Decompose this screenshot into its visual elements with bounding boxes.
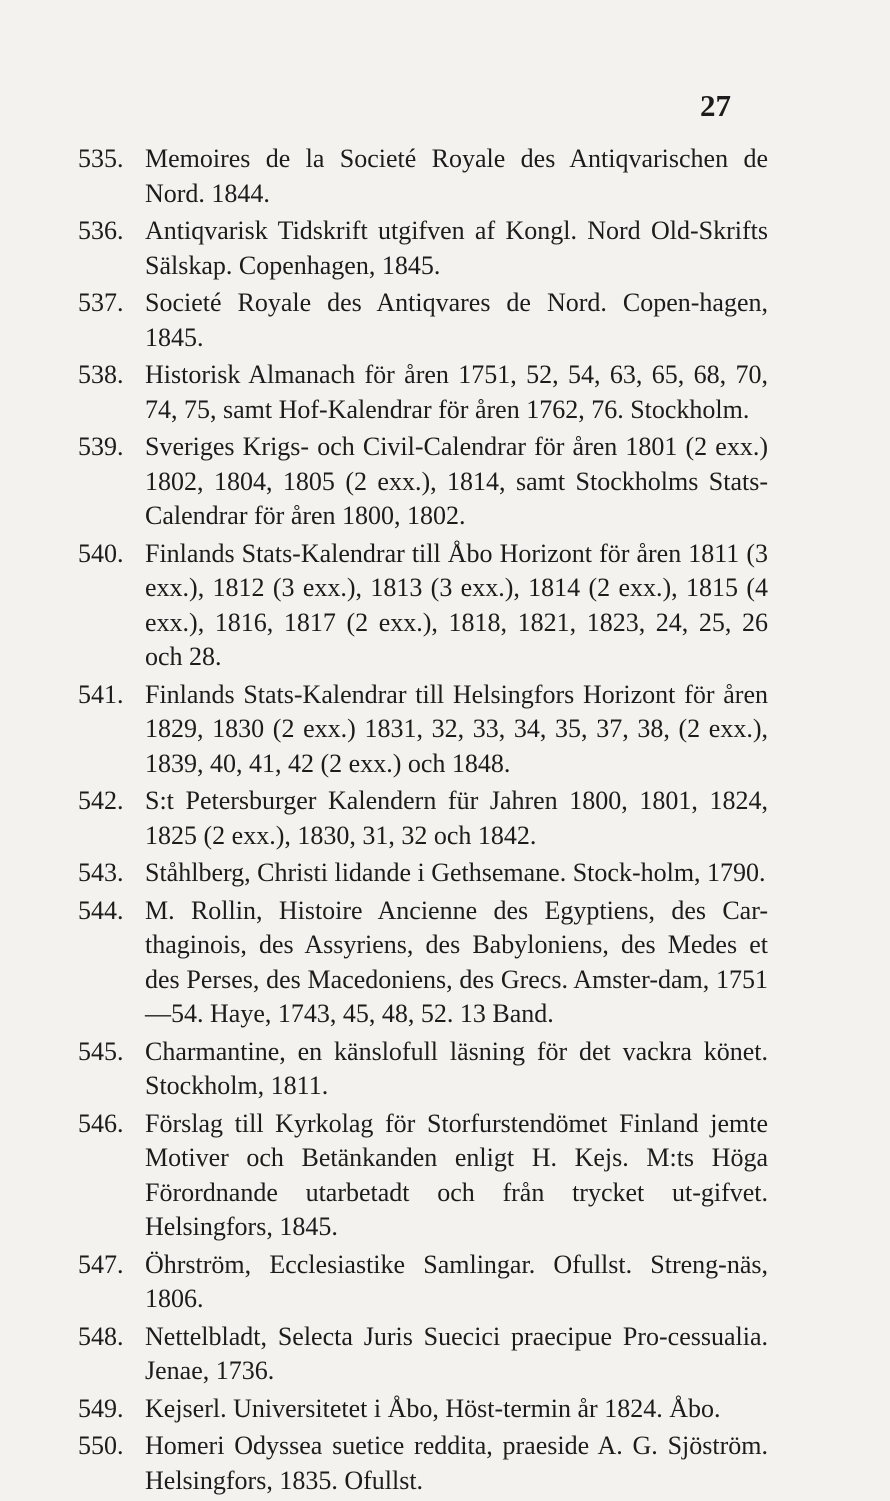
catalog-entry: [78, 286, 768, 355]
entry-text: M. Rollin, Histoire Ancienne des Egyptiens, des Car-thaginois, des Assyriens, des Babyloniens, des Medes et des Perses, des Macedoniens, des Grecs. Amster-dam, 1751—54. Haye, 1743, 45, 48, 52. 13 Band.: [145, 895, 768, 1028]
entry-number: 547.: [78, 1249, 124, 1279]
catalog-entry: [78, 537, 768, 675]
entry-text: Historisk Almanach för åren 1751, 52, 54, 63, 65, 68, 70, 74, 75, samt Hof-Kalendrar för åren 1762, 76. Stockholm.: [145, 360, 768, 424]
catalog-entry: [78, 1320, 768, 1389]
entry-text: Öhrström, Ecclesiastike Samlingar. Ofullst. Streng-näs, 1806.: [145, 1249, 768, 1313]
catalog-entry: [78, 1035, 768, 1104]
entry-text: Förslag till Kyrkolag för Storfurstendömet Finland jemte Motiver och Betänkanden enligt H. Kejs. M:ts Höga Förordnande utarbetadt och från trycket ut-gifvet. Helsingfors, 1845.: [145, 1108, 768, 1241]
catalog-entry: [78, 678, 768, 782]
entry-number: 535.: [78, 144, 124, 173]
entry-number: 546.: [78, 1108, 124, 1138]
entry-text: Societé Royale des Antiqvares de Nord. Copen-hagen, 1845.: [145, 288, 768, 352]
entry-text: Charmantine, en känslofull läsning för det vackra könet. Stockholm, 1811.: [145, 1036, 768, 1100]
entry-text: Finlands Stats-Kalendrar till Helsingfors Horizont för åren 1829, 1830 (2 exx.) 1831, 32, 33, 34, 35, 37, 38, (2 exx.), 1839, 40, 41, 42 (2 exx.) och 1848.: [145, 679, 768, 778]
entry-number: 536.: [78, 216, 124, 245]
entry-number: 538.: [78, 360, 124, 389]
entry-number: 539.: [78, 432, 124, 461]
catalog-entry: [78, 856, 768, 891]
catalog-entry: [78, 1392, 768, 1427]
entry-text: Antiqvarisk Tidskrift utgifven af Kongl. Nord Old-Skrifts Sälskap. Copenhagen, 1845.: [145, 216, 768, 280]
entry-number: 544.: [78, 895, 124, 925]
catalog-entry: [78, 1429, 768, 1498]
catalog-entry: [78, 1248, 768, 1317]
entry-number: 537.: [78, 288, 124, 317]
entry-number: 545.: [78, 1036, 124, 1066]
entry-number: 543.: [78, 858, 124, 887]
catalog-entry: [78, 142, 768, 211]
entry-number: 541.: [78, 679, 124, 709]
entry-number: 549.: [78, 1393, 124, 1423]
entry-number: 540.: [78, 538, 124, 568]
catalog-entry: [78, 358, 768, 427]
catalog-entry: [78, 784, 768, 853]
entry-text: Homeri Odyssea suetice reddita, praeside A. G. Sjöström. Helsingfors, 1835. Ofullst.: [145, 1431, 768, 1495]
entry-text: Kejserl. Universitetet i Åbo, Höst-termin år 1824. Åbo.: [145, 1393, 721, 1423]
entry-number: 542.: [78, 786, 124, 815]
entry-text: S:t Petersburger Kalendern für Jahren 1800, 1801, 1824, 1825 (2 exx.), 1830, 31, 32 och 1842.: [145, 786, 768, 850]
entry-number: 548.: [78, 1321, 124, 1351]
page-number: 27: [700, 88, 731, 123]
entry-text: Memoires de la Societé Royale des Antiqvarischen de Nord. 1844.: [145, 144, 768, 208]
catalog-entry: [78, 1107, 768, 1245]
entry-text: Sveriges Krigs- och Civil-Calendrar för åren 1801 (2 exx.) 1802, 1804, 1805 (2 exx.), 1814, samt Stockholms Stats-Calendrar för åren 1800, 1802.: [145, 432, 768, 530]
entry-text: Nettelbladt, Selecta Juris Suecici praecipue Pro-cessualia. Jenae, 1736.: [145, 1321, 768, 1385]
entry-text: Finlands Stats-Kalendrar till Åbo Horizont för åren 1811 (3 exx.), 1812 (3 exx.), 1813 (3 exx.), 1814 (2 exx.), 1815 (4 exx.), 1816, 1817 (2 exx.), 1818, 1821, 1823, 24, 25, 26 och 28.: [145, 538, 768, 671]
catalog-entries: [78, 142, 768, 1501]
entry-text: Ståhlberg, Christi lidande i Gethsemane. Stock-holm, 1790.: [145, 858, 766, 887]
catalog-entry: [78, 214, 768, 283]
catalog-entry: [78, 430, 768, 534]
entry-number: 550.: [78, 1431, 124, 1460]
catalog-entry: [78, 894, 768, 1032]
